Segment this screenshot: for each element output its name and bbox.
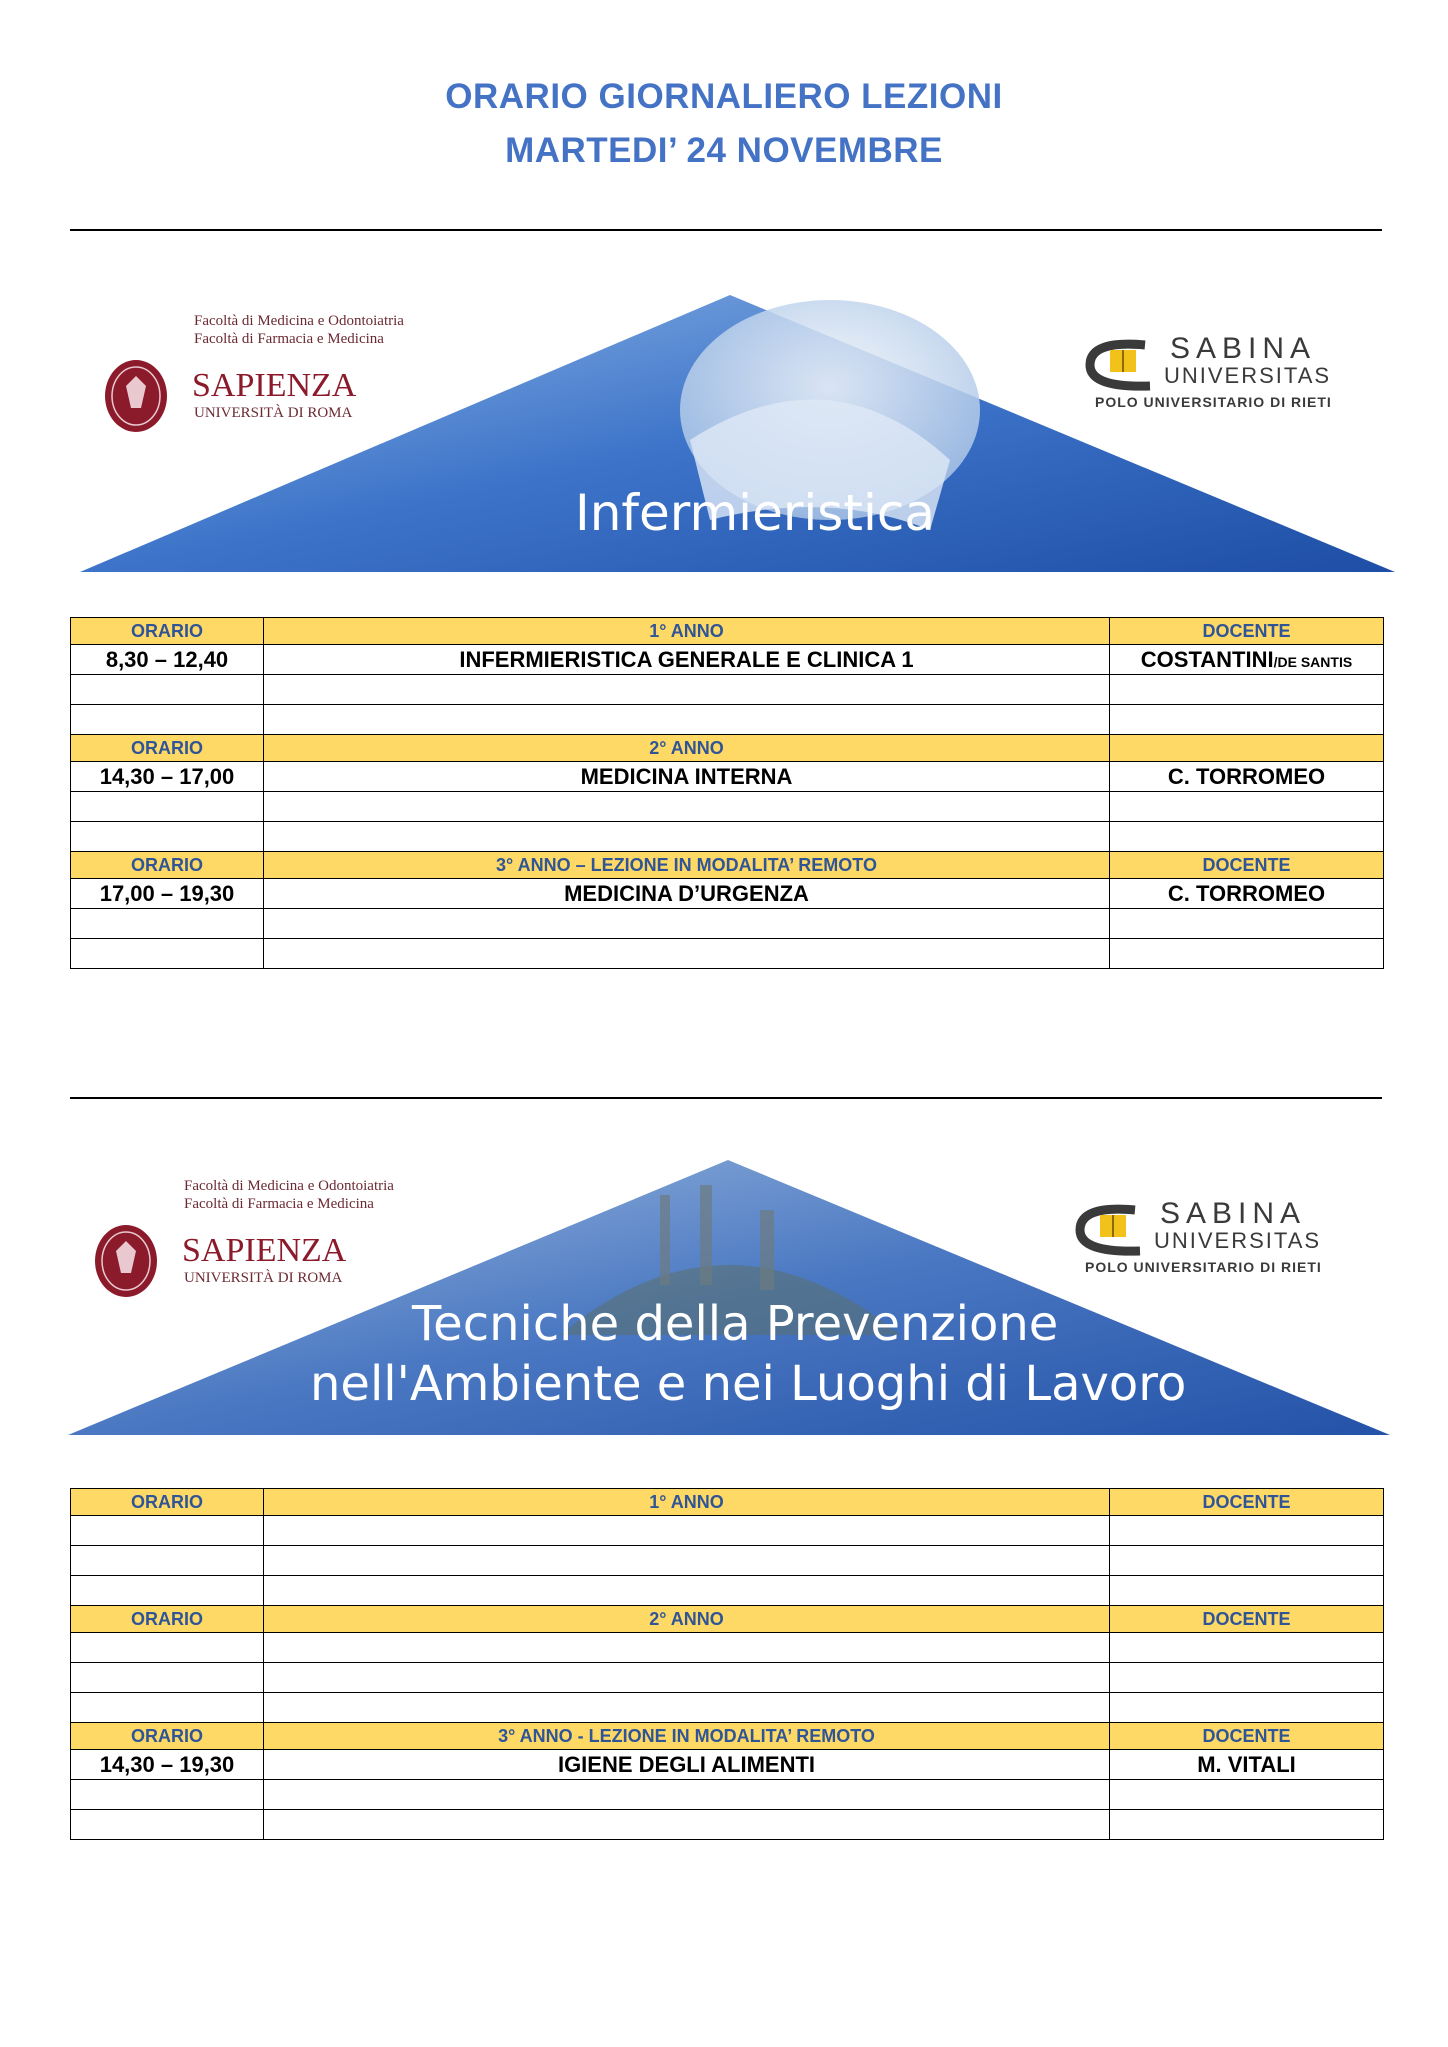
header-orario: ORARIO [71,735,264,762]
cell-docente [1110,1693,1384,1723]
sabina-tagline: POLO UNIVERSITARIO DI RIETI [1095,394,1332,410]
cell-corso: IGIENE DEGLI ALIMENTI [264,1750,1110,1780]
table-header-row [71,1606,1384,1633]
header-anno: 1° ANNO [264,1489,1110,1516]
table-header-row [71,735,1384,762]
cell-corso [264,792,1110,822]
table-row [71,705,1384,735]
table-header-row [71,1489,1384,1516]
cell-docente [1110,675,1384,705]
sapienza-sub: UNIVERSITÀ DI ROMA [184,1270,343,1286]
header-anno: 2° ANNO [264,735,1110,762]
cell-orario [71,1693,264,1723]
course-title-line1: Tecniche della Prevenzione [412,1296,1059,1352]
cell-docente [1110,1516,1384,1546]
cell-corso [264,909,1110,939]
cell-orario [71,705,264,735]
cell-docente [1110,1810,1384,1840]
cell-orario [71,909,264,939]
header-orario: ORARIO [71,1606,264,1633]
sapienza-name: SAPIENZA [182,1232,347,1269]
cell-docente [1110,1633,1384,1663]
cell-corso [264,1633,1110,1663]
cell-docente: C. TORROMEO [1110,879,1384,909]
cell-docente [1110,939,1384,969]
header-anno: 1° ANNO [264,618,1110,645]
table-row [71,1546,1384,1576]
cell-orario [71,822,264,852]
table-row [71,1693,1384,1723]
cell-orario [71,939,264,969]
cell-corso: INFERMIERISTICA GENERALE E CLINICA 1 [264,645,1110,675]
cell-docente: C. TORROMEO [1110,762,1384,792]
cell-orario [71,1633,264,1663]
header-anno: 2° ANNO [264,1606,1110,1633]
cell-corso [264,1546,1110,1576]
page-title-line1: ORARIO GIORNALIERO LEZIONI [445,77,1003,116]
faculty-line2: Facoltà di Farmacia e Medicina [194,331,384,347]
header-orario: ORARIO [71,618,264,645]
header-orario: ORARIO [71,852,264,879]
cell-docente [1110,1663,1384,1693]
faculty-line1: Facoltà di Medicina e Odontoiatria [184,1178,394,1194]
cell-docente [1110,909,1384,939]
cell-orario: 8,30 – 12,40 [71,645,264,675]
cell-docente [1110,645,1384,675]
table-row [71,675,1384,705]
cell-corso [264,1576,1110,1606]
faculty-line1: Facoltà di Medicina e Odontoiatria [194,313,404,329]
sapienza-name: SAPIENZA [192,367,357,404]
cell-docente [1110,705,1384,735]
table-row [71,1576,1384,1606]
cell-corso [264,1693,1110,1723]
cell-docente [1110,792,1384,822]
divider [70,1097,1382,1099]
sabina-sub: UNIVERSITAS [1164,363,1332,388]
table-header-row [71,852,1384,879]
table-row [71,792,1384,822]
docente-name: COSTANTINI [1140,646,1274,672]
sapienza-seal-icon [105,360,167,432]
table-header-row [71,1723,1384,1750]
header-docente: DOCENTE [1110,1723,1384,1750]
sabina-sub: UNIVERSITAS [1154,1228,1322,1253]
cell-corso [264,1516,1110,1546]
header-anno: 3° ANNO - LEZIONE IN MODALITA’ REMOTO [264,1723,1110,1750]
sabina-tagline: POLO UNIVERSITARIO DI RIETI [1085,1259,1322,1275]
header-anno: 3° ANNO – LEZIONE IN MODALITA’ REMOTO [264,852,1110,879]
sabina-name: SABINA [1170,332,1317,365]
schedule-table-tecniche-prevenzione [70,1488,1384,1840]
cell-corso [264,675,1110,705]
cell-orario [71,792,264,822]
cell-corso: MEDICINA INTERNA [264,762,1110,792]
course-title: Infermieristica [575,484,935,542]
table-row [71,645,1384,675]
sabina-book-icon [1090,344,1150,386]
table-row [71,939,1384,969]
sapienza-seal-icon [95,1225,157,1297]
course-banner-infermieristica [70,290,1400,580]
cell-orario [71,1780,264,1810]
header-docente: DOCENTE [1110,1489,1384,1516]
table-row [71,879,1384,909]
cell-orario: 14,30 – 19,30 [71,1750,264,1780]
cell-corso [264,822,1110,852]
cell-corso [264,705,1110,735]
cell-orario [71,1546,264,1576]
course-banner-tecniche-prevenzione [60,1155,1395,1440]
table-row [71,1516,1384,1546]
divider [70,229,1382,231]
cell-orario [71,1576,264,1606]
cell-orario [71,1663,264,1693]
table-row [71,762,1384,792]
cell-orario: 17,00 – 19,30 [71,879,264,909]
header-orario: ORARIO [71,1489,264,1516]
header-docente: DOCENTE [1110,1606,1384,1633]
table-header-row [71,618,1384,645]
sabina-name: SABINA [1160,1197,1307,1230]
cell-docente [1110,1780,1384,1810]
cell-corso [264,939,1110,969]
table-row [71,1633,1384,1663]
cell-corso [264,1663,1110,1693]
sapienza-sub: UNIVERSITÀ DI ROMA [194,405,353,421]
header-docente [1110,735,1384,762]
table-row [71,909,1384,939]
header-docente: DOCENTE [1110,618,1384,645]
faculty-line2: Facoltà di Farmacia e Medicina [184,1196,374,1212]
cell-orario: 14,30 – 17,00 [71,762,264,792]
cell-docente [1110,1546,1384,1576]
cell-orario [71,1810,264,1840]
header-orario: ORARIO [71,1723,264,1750]
docente-name-secondary: /DE SANTIS [1273,653,1353,670]
table-row [71,1750,1384,1780]
cell-orario [71,1516,264,1546]
table-row [71,1780,1384,1810]
cell-docente: M. VITALI [1110,1750,1384,1780]
page-title-line2: MARTEDI’ 24 NOVEMBRE [505,131,943,170]
cell-orario [71,675,264,705]
cell-corso [264,1810,1110,1840]
table-row [71,1663,1384,1693]
cell-corso [264,1780,1110,1810]
cell-docente [1110,1576,1384,1606]
sabina-book-icon [1080,1209,1140,1251]
course-title-line2: nell'Ambiente e nei Luoghi di Lavoro [310,1356,1187,1412]
schedule-table-infermieristica [70,617,1384,969]
header-docente: DOCENTE [1110,852,1384,879]
cell-corso: MEDICINA D’URGENZA [264,879,1110,909]
cell-docente [1110,822,1384,852]
table-row [71,1810,1384,1840]
table-row [71,822,1384,852]
